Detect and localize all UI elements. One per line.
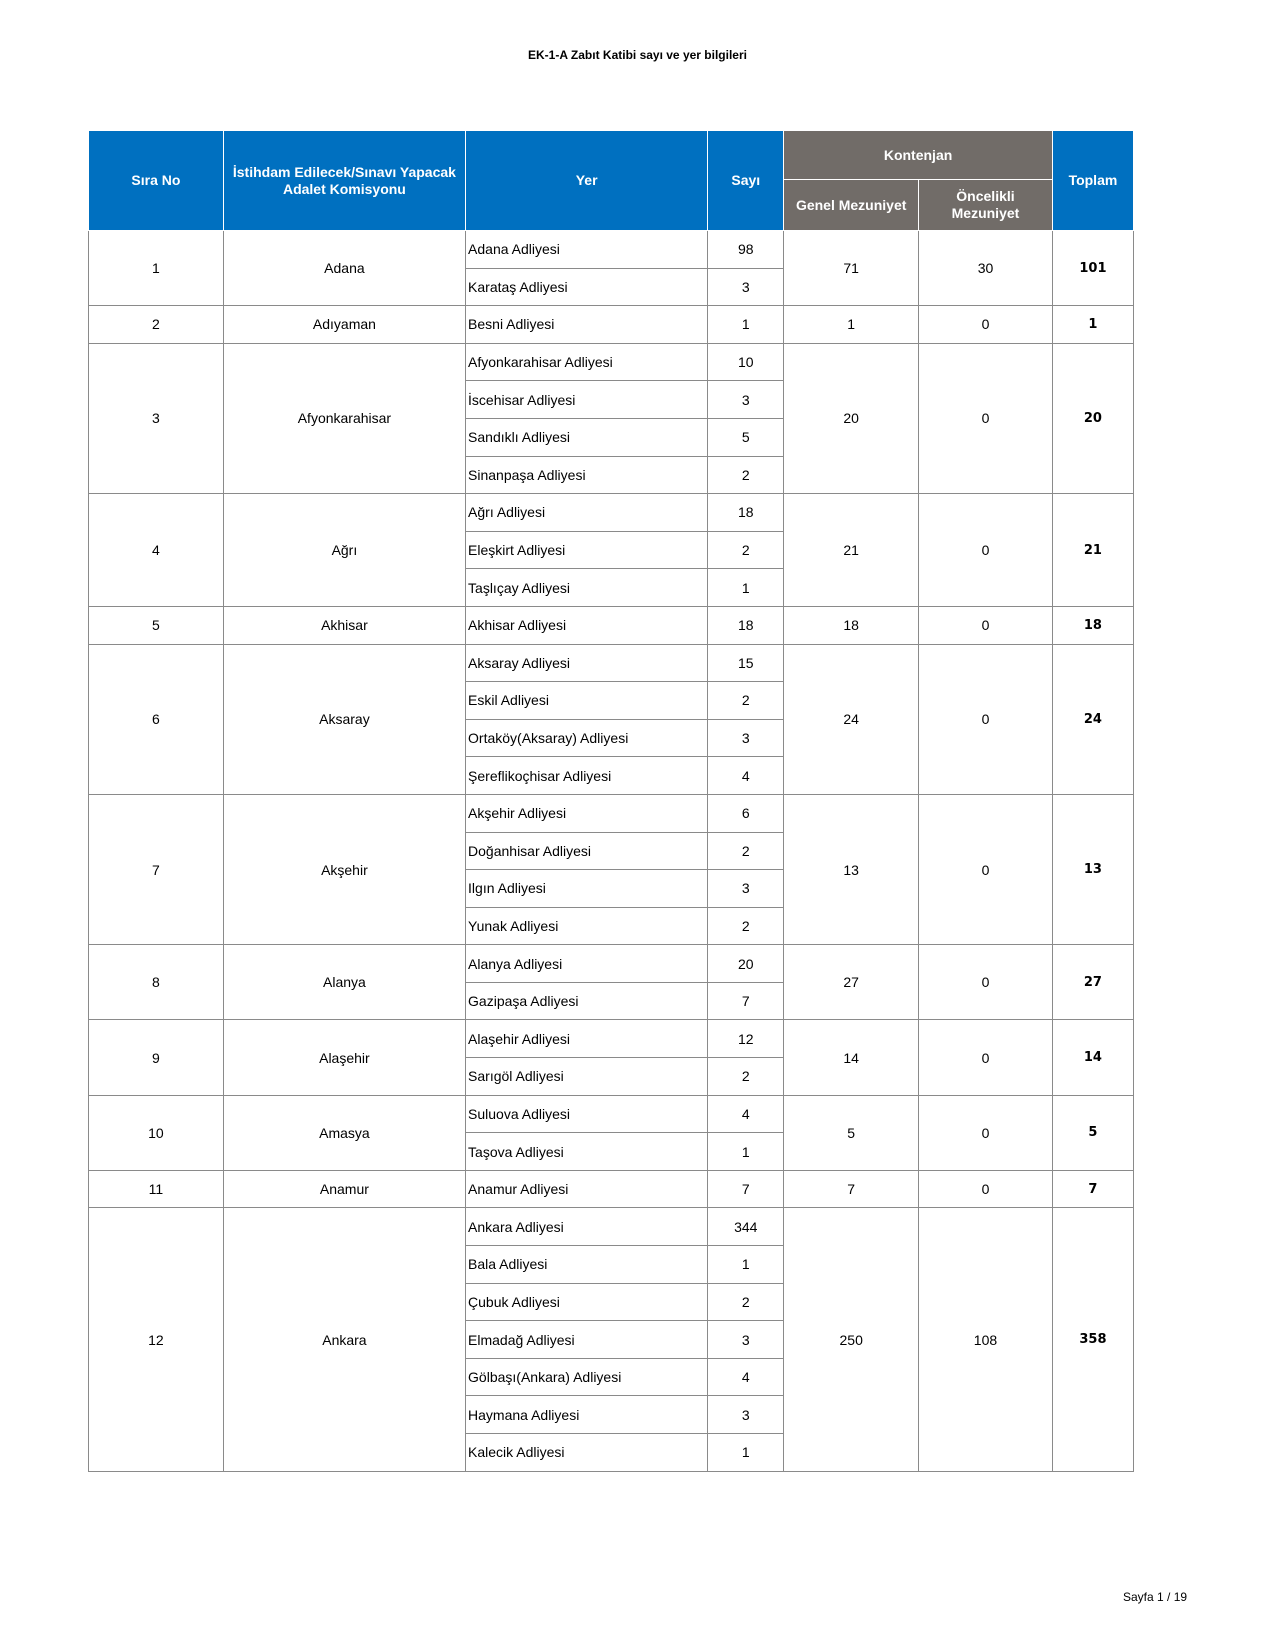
table-row [89, 1095, 1134, 1133]
sayi-cell: 15 [708, 644, 784, 682]
page-number: Sayfa 1 / 19 [1123, 1590, 1188, 1604]
yer-cell: Bala Adliyesi [466, 1246, 708, 1284]
oncelikli-mezuniyet-cell: 108 [919, 1208, 1053, 1471]
sayi-cell: 18 [708, 494, 784, 532]
sira-no-cell: 9 [89, 1020, 224, 1095]
sayi-cell: 98 [708, 231, 784, 269]
genel-mezuniyet-cell: 13 [784, 794, 919, 944]
yer-cell: Alanya Adliyesi [466, 945, 708, 983]
komisyon-cell: Ağrı [223, 494, 465, 607]
yer-cell: Kalecik Adliyesi [466, 1434, 708, 1472]
sira-no-cell: 12 [89, 1208, 224, 1471]
oncelikli-mezuniyet-cell: 0 [919, 1020, 1053, 1095]
header-genel-mezuniyet: Genel Mezuniyet [784, 180, 919, 231]
yer-cell: Akhisar Adliyesi [466, 606, 708, 644]
sayi-cell: 7 [708, 1170, 784, 1208]
genel-mezuniyet-cell: 24 [784, 644, 919, 794]
sayi-cell: 3 [708, 381, 784, 419]
table-row [89, 231, 1134, 269]
yer-cell: Ortaköy(Aksaray) Adliyesi [466, 719, 708, 757]
sira-no-cell: 8 [89, 945, 224, 1020]
sayi-cell: 4 [708, 1358, 784, 1396]
oncelikli-mezuniyet-cell: 0 [919, 1095, 1053, 1170]
sayi-cell: 2 [708, 832, 784, 870]
sira-no-cell: 10 [89, 1095, 224, 1170]
sayi-cell: 1 [708, 1246, 784, 1284]
sayi-cell: 2 [708, 1283, 784, 1321]
sayi-cell: 1 [708, 306, 784, 344]
yer-cell: Eleşkirt Adliyesi [466, 531, 708, 569]
header-oncelikli-mezuniyet: Öncelikli Mezuniyet [919, 180, 1053, 231]
sayi-cell: 4 [708, 757, 784, 795]
yer-cell: Ağrı Adliyesi [466, 494, 708, 532]
table-row [89, 644, 1134, 682]
yer-cell: Taşova Adliyesi [466, 1133, 708, 1171]
oncelikli-mezuniyet-cell: 0 [919, 306, 1053, 344]
sira-no-cell: 7 [89, 794, 224, 944]
sayi-cell: 3 [708, 719, 784, 757]
yer-cell: Besni Adliyesi [466, 306, 708, 344]
toplam-cell: 5 [1052, 1095, 1133, 1170]
komisyon-cell: Akhisar [223, 606, 465, 644]
toplam-cell: 21 [1052, 494, 1133, 607]
table-row [89, 1208, 1134, 1246]
sayi-cell: 2 [708, 682, 784, 720]
header-sira-no: Sıra No [89, 131, 224, 231]
yer-cell: Haymana Adliyesi [466, 1396, 708, 1434]
yer-cell: Gölbaşı(Ankara) Adliyesi [466, 1358, 708, 1396]
table-row [89, 494, 1134, 532]
yer-cell: Doğanhisar Adliyesi [466, 832, 708, 870]
sayi-cell: 344 [708, 1208, 784, 1246]
yer-cell: Sinanpaşa Adliyesi [466, 456, 708, 494]
table-row [89, 794, 1134, 832]
komisyon-cell: Adıyaman [223, 306, 465, 344]
oncelikli-mezuniyet-cell: 0 [919, 644, 1053, 794]
table-row [89, 1170, 1134, 1208]
genel-mezuniyet-cell: 5 [784, 1095, 919, 1170]
oncelikli-mezuniyet-cell: 0 [919, 606, 1053, 644]
oncelikli-mezuniyet-cell: 0 [919, 494, 1053, 607]
yer-cell: Sandıklı Adliyesi [466, 418, 708, 456]
komisyon-cell: Ankara [223, 1208, 465, 1471]
header-toplam: Toplam [1052, 131, 1133, 231]
sayi-cell: 1 [708, 1434, 784, 1472]
komisyon-cell: Adana [223, 231, 465, 306]
sira-no-cell: 2 [89, 306, 224, 344]
yer-cell: Elmadağ Adliyesi [466, 1321, 708, 1359]
genel-mezuniyet-cell: 7 [784, 1170, 919, 1208]
komisyon-cell: Alanya [223, 945, 465, 1020]
toplam-cell: 27 [1052, 945, 1133, 1020]
komisyon-cell: Akşehir [223, 794, 465, 944]
oncelikli-mezuniyet-cell: 30 [919, 231, 1053, 306]
sira-no-cell: 1 [89, 231, 224, 306]
genel-mezuniyet-cell: 20 [784, 343, 919, 493]
yer-cell: Akşehir Adliyesi [466, 794, 708, 832]
toplam-cell: 24 [1052, 644, 1133, 794]
sira-no-cell: 11 [89, 1170, 224, 1208]
toplam-cell: 358 [1052, 1208, 1133, 1471]
sayi-cell: 7 [708, 982, 784, 1020]
toplam-cell: 18 [1052, 606, 1133, 644]
sayi-cell: 4 [708, 1095, 784, 1133]
oncelikli-mezuniyet-cell: 0 [919, 1170, 1053, 1208]
table-row [89, 945, 1134, 983]
yer-cell: Şereflikoçhisar Adliyesi [466, 757, 708, 795]
sayi-cell: 3 [708, 870, 784, 908]
table-row [89, 606, 1134, 644]
yer-cell: Aksaray Adliyesi [466, 644, 708, 682]
sayi-cell: 20 [708, 945, 784, 983]
yer-cell: Ankara Adliyesi [466, 1208, 708, 1246]
table-row [89, 306, 1134, 344]
komisyon-cell: Afyonkarahisar [223, 343, 465, 493]
sayi-cell: 2 [708, 456, 784, 494]
genel-mezuniyet-cell: 71 [784, 231, 919, 306]
table-body [89, 231, 1134, 1472]
genel-mezuniyet-cell: 250 [784, 1208, 919, 1471]
genel-mezuniyet-cell: 14 [784, 1020, 919, 1095]
sayi-cell: 10 [708, 343, 784, 381]
yer-cell: Eskil Adliyesi [466, 682, 708, 720]
komisyon-cell: Alaşehir [223, 1020, 465, 1095]
genel-mezuniyet-cell: 1 [784, 306, 919, 344]
yer-cell: Afyonkarahisar Adliyesi [466, 343, 708, 381]
toplam-cell: 101 [1052, 231, 1133, 306]
sayi-cell: 6 [708, 794, 784, 832]
genel-mezuniyet-cell: 18 [784, 606, 919, 644]
komisyon-cell: Anamur [223, 1170, 465, 1208]
sayi-cell: 2 [708, 907, 784, 945]
sayi-cell: 3 [708, 1321, 784, 1359]
header-sayi: Sayı [708, 131, 784, 231]
yer-cell: Gazipaşa Adliyesi [466, 982, 708, 1020]
header-kontenjan: Kontenjan [784, 131, 1053, 180]
sayi-cell: 2 [708, 531, 784, 569]
sayi-cell: 18 [708, 606, 784, 644]
sayi-cell: 12 [708, 1020, 784, 1058]
komisyon-cell: Aksaray [223, 644, 465, 794]
sira-no-cell: 4 [89, 494, 224, 607]
yer-cell: Ilgın Adliyesi [466, 870, 708, 908]
sayi-cell: 3 [708, 1396, 784, 1434]
yer-cell: Anamur Adliyesi [466, 1170, 708, 1208]
oncelikli-mezuniyet-cell: 0 [919, 945, 1053, 1020]
yer-cell: Yunak Adliyesi [466, 907, 708, 945]
toplam-cell: 1 [1052, 306, 1133, 344]
header-yer: Yer [466, 131, 708, 231]
yer-cell: Taşlıçay Adliyesi [466, 569, 708, 607]
sayi-cell: 1 [708, 1133, 784, 1171]
oncelikli-mezuniyet-cell: 0 [919, 343, 1053, 493]
komisyon-cell: Amasya [223, 1095, 465, 1170]
allocation-table [88, 130, 1134, 1472]
toplam-cell: 20 [1052, 343, 1133, 493]
yer-cell: Çubuk Adliyesi [466, 1283, 708, 1321]
yer-cell: Alaşehir Adliyesi [466, 1020, 708, 1058]
sayi-cell: 3 [708, 268, 784, 306]
sayi-cell: 2 [708, 1058, 784, 1096]
oncelikli-mezuniyet-cell: 0 [919, 794, 1053, 944]
genel-mezuniyet-cell: 27 [784, 945, 919, 1020]
toplam-cell: 7 [1052, 1170, 1133, 1208]
table-row [89, 343, 1134, 381]
sira-no-cell: 5 [89, 606, 224, 644]
yer-cell: İscehisar Adliyesi [466, 381, 708, 419]
yer-cell: Karataş Adliyesi [466, 268, 708, 306]
sayi-cell: 1 [708, 569, 784, 607]
sira-no-cell: 6 [89, 644, 224, 794]
yer-cell: Sarıgöl Adliyesi [466, 1058, 708, 1096]
yer-cell: Adana Adliyesi [466, 231, 708, 269]
sayi-cell: 5 [708, 418, 784, 456]
document-title: EK-1-A Zabıt Katibi sayı ve yer bilgileri [528, 48, 747, 62]
table-row [89, 1020, 1134, 1058]
yer-cell: Suluova Adliyesi [466, 1095, 708, 1133]
genel-mezuniyet-cell: 21 [784, 494, 919, 607]
header-komisyon: İstihdam Edilecek/Sınavı Yapacak Adalet Komisyonu [223, 131, 465, 231]
toplam-cell: 14 [1052, 1020, 1133, 1095]
toplam-cell: 13 [1052, 794, 1133, 944]
sira-no-cell: 3 [89, 343, 224, 493]
